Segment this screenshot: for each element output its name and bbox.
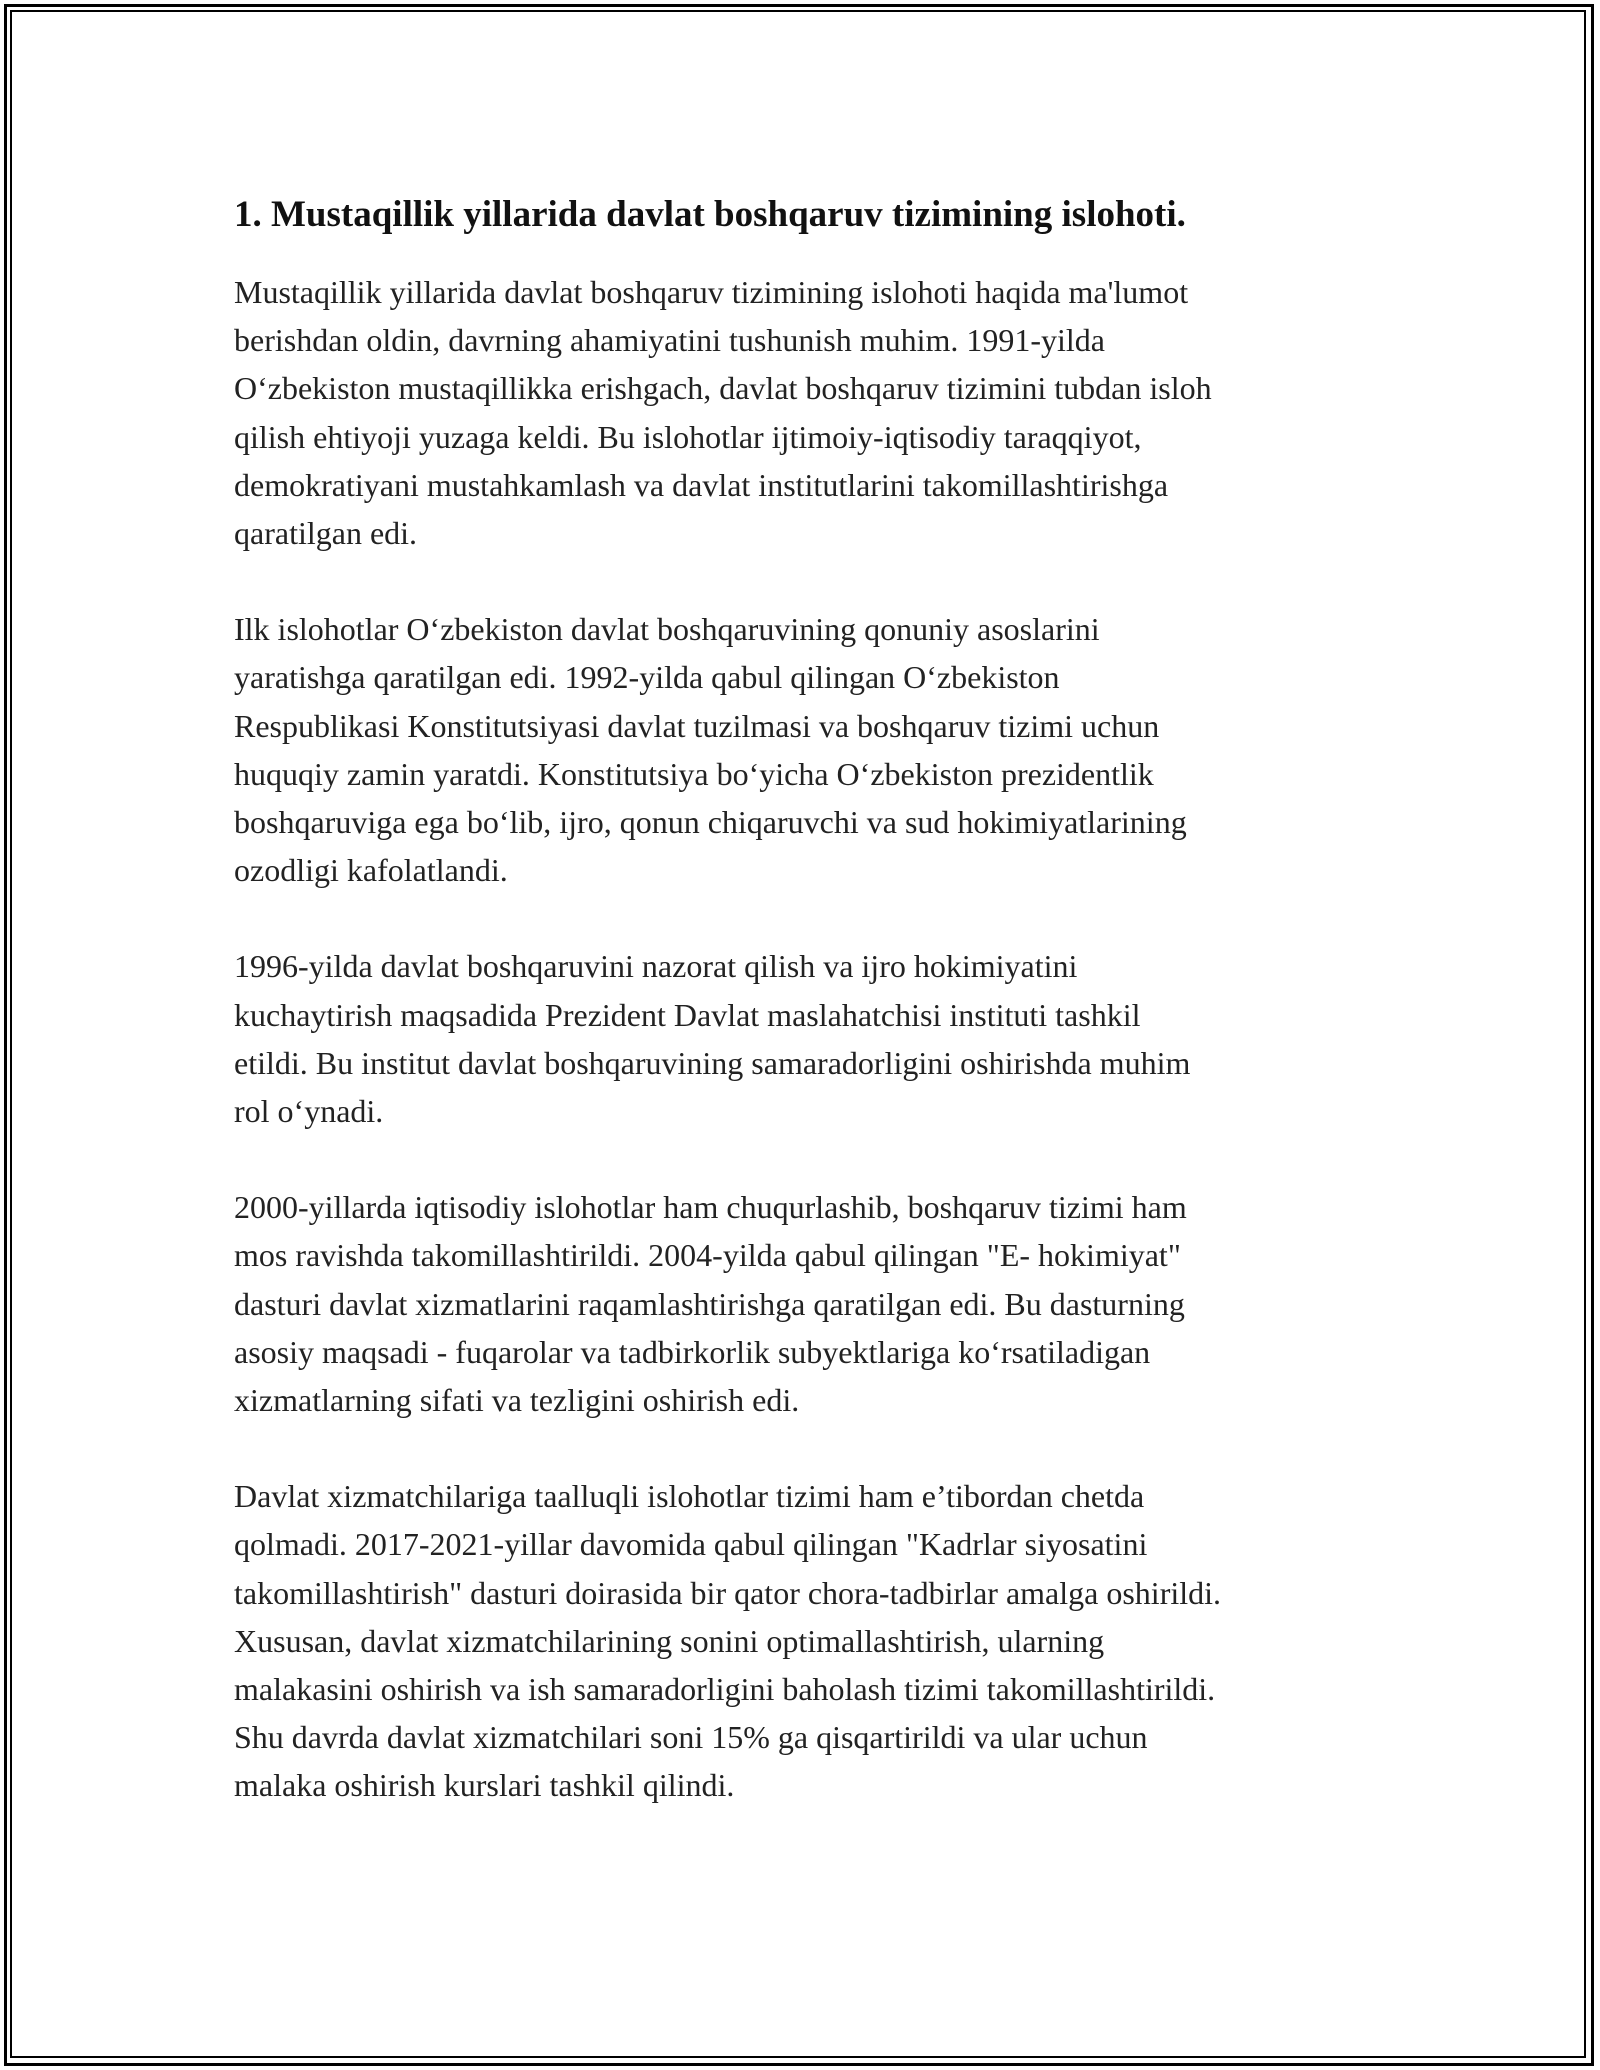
paragraph-5: Davlat xizmatchilariga taalluqli islohotlar tizimi ham e’tibordan chetda qolmadi. 2017-2021-yillar davomida qabul qilingan "Kadrlar siyosatini takomillashtirish" dasturi doirasida bir qator chora-tadbirlar amalga oshirildi. Xususan, davlat xizmatchilarining sonini optimallashtirish, ularning malakasini oshirish va ish samaradorligini baholash tizimi takomillashtirildi. Shu davrda davlat xizmatchilari soni 15% ga qisqartirildi va ular uchun malaka oshirish kurslari tashkil qilindi.	[234, 1478, 1222, 1804]
paragraph-3: 1996-yilda davlat boshqaruvini nazorat qilish va ijro hokimiyatini kuchaytirish maqsadida Prezident Davlat maslahatchisi instituti tashkil etildi. Bu institut davlat boshqaruvining samaradorligini oshirishda muhim rol oʻynadi.	[234, 948, 1191, 1130]
document-title: 1. Mustaqillik yillarida davlat boshqaruv tizimining islohoti.	[234, 194, 1186, 235]
document-body	[234, 182, 1384, 1858]
paragraph-4: 2000-yillarda iqtisodiy islohotlar ham chuqurlashib, boshqaruv tizimi ham mos ravishda takomillashtirildi. 2004-yilda qabul qilingan "E- hokimiyat" dasturi davlat xizmatlarini raqamlashtirishga qaratilgan edi. Bu dasturning asosiy maqsadi - fuqarolar va tadbirkorlik subyektlariga koʻrsatiladigan xizmatlarning sifati va tezligini oshirish edi.	[234, 1189, 1187, 1419]
paragraph-2: Ilk islohotlar Oʻzbekiston davlat boshqaruvining qonuniy asoslarini yaratishga qaratilgan edi. 1992-yilda qabul qilingan Oʻzbekiston Respublikasi Konstitutsiyasi davlat tuzilmasi va boshqaruv tizimi uchun huquqiy zamin yaratdi. Konstitutsiya boʻyicha Oʻzbekiston prezidentlik boshqaruviga ega boʻlib, ijro, qonun chiqaruvchi va sud hokimiyatlarining ozodligi kafolatlandi.	[234, 611, 1187, 889]
paragraph-1: Mustaqillik yillarida davlat boshqaruv tizimining islohoti haqida ma'lumot berishdan oldin, davrning ahamiyatini tushunish muhim. 1991-yilda Oʻzbekiston mustaqillikka erishgach, davlat boshqaruv tizimini tubdan isloh qilish ehtiyoji yuzaga keldi. Bu islohotlar ijtimoiy-iqtisodiy taraqqiyot, demokratiyani mustahkamlash va davlat institutlarini takomillashtirishga qaratilgan edi.	[234, 274, 1212, 552]
